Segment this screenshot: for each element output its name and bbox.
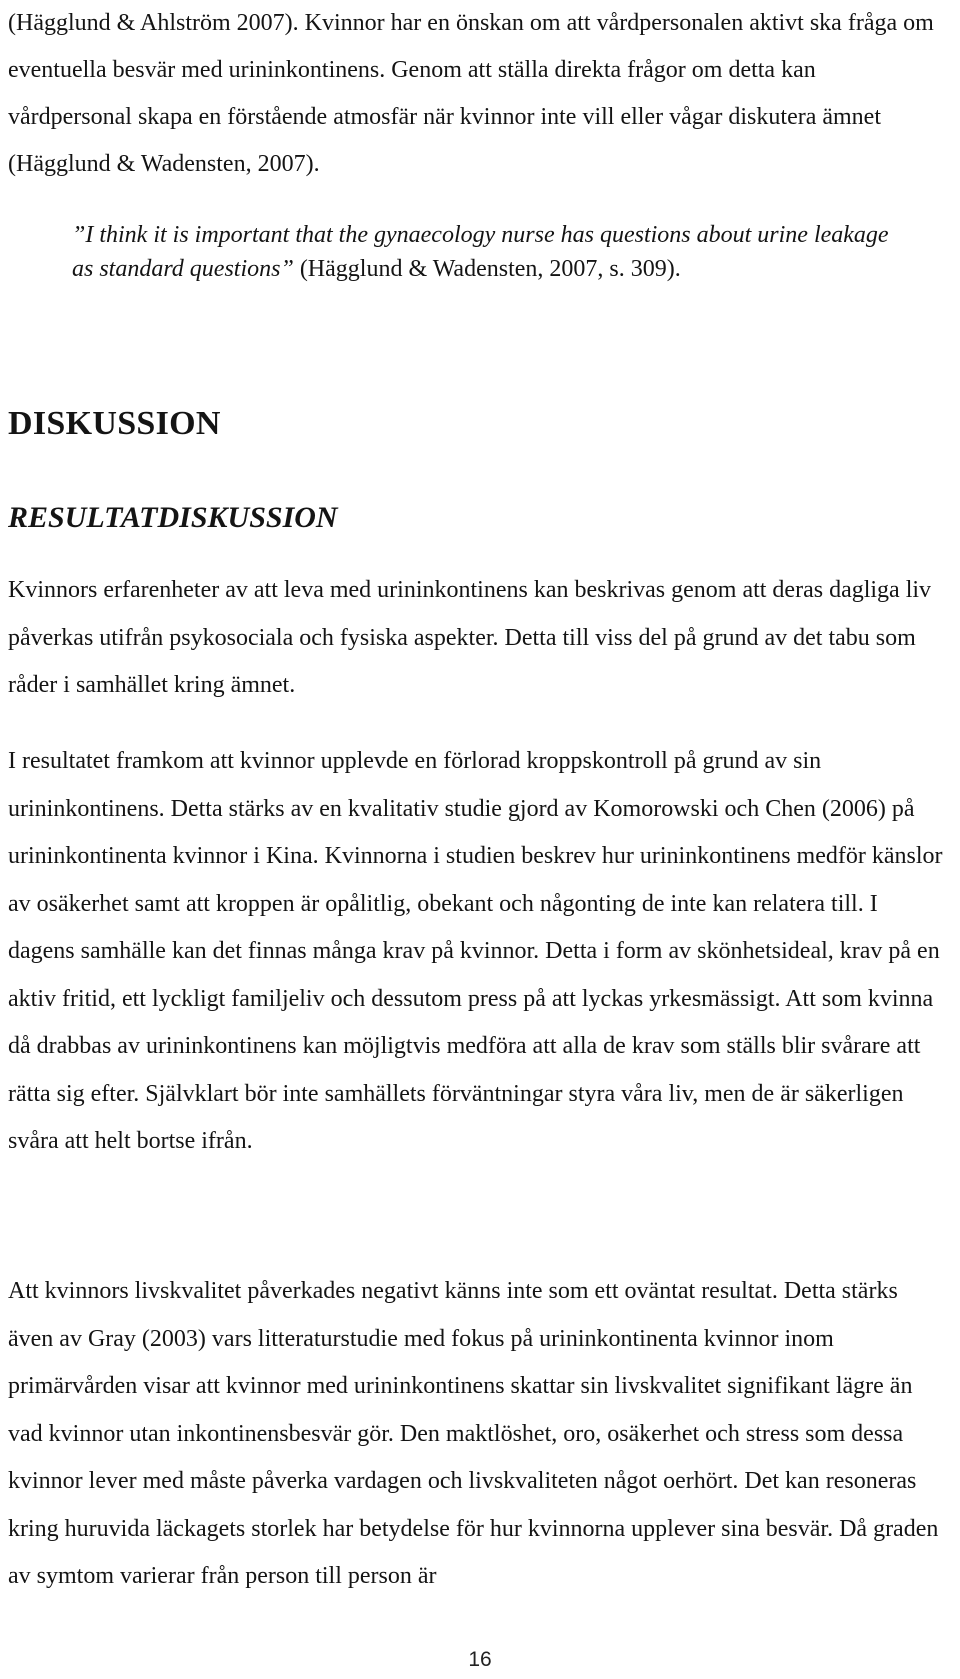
quote-text: ”I think it is important that the gynaecology nurse has questions about urine leakage as standard questions” <box>72 222 889 282</box>
subsection-heading: RESULTATDISKUSSION <box>8 501 338 534</box>
page-number: 16 <box>468 1648 492 1671</box>
body-paragraph-1: Kvinnors erfarenheter av att leva med urininkontinens kan beskrivas genom att deras dagliga liv påverkas utifrån psykosociala och fysiska aspekter. Detta till viss del på grund av det tabu som råder i samhället kring ämnet. <box>8 577 932 698</box>
quote-citation: (Hägglund & Wadensten, 2007, s. 309). <box>293 256 681 282</box>
section-heading: DISKUSSION <box>8 405 221 442</box>
body-paragraph-2: I resultatet framkom att kvinnor upplevde en förlorad kroppskontroll på grund av sin urininkontinens. Detta stärks av en kvalitativ studie gjord av Komorowski och Chen (2006) på urininkontinenta kvinnor i Kina. Kvinnorna i studien beskrev hur urininkontinens medför känslor av osäkerhet samt att kroppen är opålitlig, obekant och någonting de inte kan relatera till. I dagens samhälle kan det finnas många krav på kvinnor. Detta i form av skönhetsideal, krav på en aktiv fritid, ett lyckligt familjeliv och dessutom press på att lyckas yrkesmässigt. Att som kvinna då drabbas av urininkontinens kan möjligtvis medföra att alla de krav som ställs blir svårare att rätta sig efter. Självklart bör inte samhällets förväntningar styra våra liv, men de är säkerligen svåra att helt bortse ifrån. <box>8 748 943 1154</box>
intro-paragraph: (Hägglund & Ahlström 2007). Kvinnor har en önskan om att vårdpersonalen aktivt ska fråga om eventuella besvär med urininkontinens. Genom att ställa direkta frågor om detta kan vårdpersonal skapa en förstående atmosfär när kvinnor inte vill eller vågar diskutera ämnet (Hägglund & Wadensten, 2007). <box>8 10 934 177</box>
body-paragraph-3: Att kvinnors livskvalitet påverkades negativt känns inte som ett oväntat resultat. Detta stärks även av Gray (2003) vars litteraturstudie med fokus på urininkontinenta kvinnor inom primärvården visar att kvinnor med urininkontinens skattar sin livskvalitet signifikant lägre än vad kvinnor utan inkontinensbesvär gör. Den maktlöshet, oro, osäkerhet och stress som dessa kvinnor lever med måste påverka vardagen och livskvaliteten något oerhört. Det kan resoneras kring huruvida läckagets storlek har betydelse för hur kvinnorna upplever sina besvär. Då graden av symtom varierar från person till person är <box>8 1278 939 1589</box>
block-quote <box>72 218 912 286</box>
